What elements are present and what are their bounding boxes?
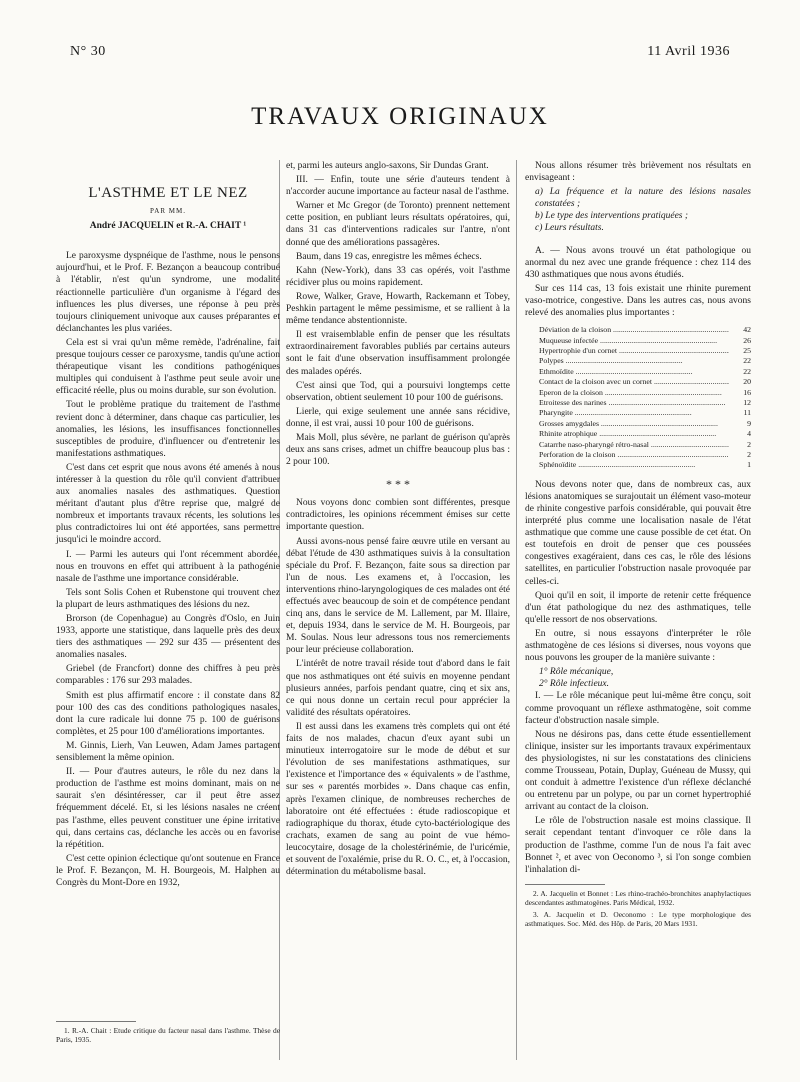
- lesion-count: 2: [747, 450, 751, 459]
- paragraph: C'est cette opinion éclectique qu'ont soutenue en France le Prof. F. Bezançon, M. H. Bourgeois, M. Halphen au Congrès du Mont-Dore en 1932,: [56, 853, 280, 888]
- paragraph: Cela est si vrai qu'un même remède, l'adrénaline, fait presque toujours cesser ce paroxysme, tandis qu'une action thérapeutique visant les conditions pathogéniques multiples qui conduisent à l'asthme peut seule avoir une efficacité réelle, plus ou moins durable, sur son évolution.: [56, 337, 280, 397]
- paragraph: Lierle, qui exige seulement une année sans récidive, donne, il est vrai, aussi 10 pour 100 de guérisons.: [286, 406, 510, 429]
- lesion-count: 20: [743, 377, 751, 387]
- paragraph: Smith est plus affirmatif encore : il constate dans 82 pour 100 des cas des conditions pathologiques nasales, dont la cure radicale lui donne 75 p. 100 de guérisons complètes, et 25 pour 100 d'améliorations importantes.: [56, 690, 280, 737]
- paragraph: Il est aussi dans les examens très complets qui ont été faits de nos malades, chacun d'eux ayant subi un minutieux interrogatoire sur le mode de début et sur l'évolution de ses manifestations asthmatiques, sur l'existence et l'importance des « équivalents » de l'asthme, sur ses « parentés morbides ». Dans chaque cas enfin, après l'examen clinique, de nombreuses recherches de laboratoire ont été effectuées : étude radioscopique et radiographique du thorax, étude cyto-bactériologique des crachats, examen de sang au point de vue hémo-leucocytaire, dosage de la cholestérinémie, de l'uricémie, et souvent de l'oxalémie, prise du R. O. C., et, à l'occasion, détermination du métabolisme basal.: [286, 721, 510, 878]
- paragraph: Nous allons résumer très brièvement nos résultats en envisageant :: [525, 161, 751, 184]
- section-separator: * * *: [386, 477, 410, 492]
- paragraph: Aussi avons-nous pensé faire œuvre utile en versant au débat l'étude de 430 asthmatiques suivis à la consultation spéciale du Prof. F. Bezançon, faite sous sa direction par l'un de nous. Les examens et, à l'occasion, les interventions rhino-laryngologiques de ces malades ont été effectués avec beaucoup de soin et de compétence pendant cinq ans, dans le service de M. Lallement, par M. Illaire, et, depuis 1934, dans le service de M. H. Bourgeois, par M. Soulas. Nous leur adressons tous nos remerciements pour leur précieuse collaboration.: [286, 536, 510, 656]
- lesion-count: 22: [743, 366, 751, 376]
- lesion-label: Grosses amygdales .....: [539, 419, 729, 429]
- table-row: [539, 460, 751, 470]
- paragraph: Kahn (New-York), dans 33 cas opérés, voit l'asthme récidiver plus ou moins rapidement.: [286, 265, 510, 288]
- table-row: [539, 356, 751, 366]
- paragraph: Nous devons noter que, dans de nombreux cas, aux lésions anatomiques se surajoutait un élément vaso-moteur de rhinite congestive parfois considérable, qui pouvait être interprété plus comme une localisation nasale de l'état asthmatique que comme une cause possible de cet état. On est toutefois en droit de penser que ces poussées congestives exagéraient, dans ces cas, le rôle des lésions satellites, en particulier l'obstruction nasale provoquée par celles-ci.: [525, 479, 751, 587]
- lesion-count: 11: [743, 408, 751, 418]
- article-title: L'ASTHME ET LE NEZ: [88, 185, 248, 201]
- lesion-label: Catarrhe naso-pharyngé rétro-nasal .....: [539, 440, 729, 450]
- paragraph: I. — Parmi les auteurs qui l'ont récemment abordée, nous en trouvons en effet qui attribuent à la pathogénie nasale de l'asthme une importance considérable.: [56, 549, 280, 584]
- paragraph: Tels sont Solis Cohen et Rubenstone qui trouvent chez la plupart de leurs asthmatiques des lésions du nez.: [56, 587, 280, 610]
- lesion-count: 2: [747, 439, 751, 449]
- paragraph: I. — Le rôle mécanique peut lui-même être conçu, soit comme provoquant un réflexe asthmatogène, soit comme facteur d'obstruction nasale simple.: [525, 691, 751, 726]
- lesion-count: 42: [743, 325, 751, 335]
- lesion-label: Muqueuse infectée .....: [539, 336, 729, 346]
- paragraph: Rowe, Walker, Grave, Howarth, Rackemann et Tobey, Peshkin partagent le même pessimisme, et se rallient à la même tendance abstentionniste.: [286, 291, 510, 327]
- issue-date: 11 Avril 1936: [647, 44, 730, 59]
- paragraph: Il est vraisemblable enfin de penser que les résultats extraordinairement favorables publiés par certains auteurs sont le fait d'une observation insuffisamment prolongée des malades opérés.: [286, 330, 510, 377]
- lesion-label: Sphénoïdite .....: [539, 460, 729, 470]
- lesion-label: Contact de la cloison avec un cornet .....: [539, 377, 729, 387]
- paragraph: Nous voyons donc combien sont différentes, presque contradictoires, les opinions récemment émises sur cette importante question.: [286, 498, 510, 533]
- lesion-label: Eperon de la cloison .....: [539, 388, 729, 398]
- lesion-count: 22: [743, 356, 751, 366]
- footnote: 1. R.-A. Chait : Etude critique du facteur nasal dans l'asthme. Thèse de Paris, 1935.: [56, 1026, 280, 1045]
- lesion-count: 25: [743, 345, 751, 355]
- paragraph: C'est dans cet esprit que nous avons été amenés à nous intéresser à la question du rôle qu'il convient d'attribuer aux anomalies nasales des asthmatiques. Question méritant d'autant plus d'être reprise que, malgré de nombreux et importants travaux récents, les solutions les plus contradictoires lui ont été apportées, sans permettre jusqu'ici le moindre accord.: [56, 462, 280, 546]
- paragraph: et, parmi les auteurs anglo-saxons, Sir Dundas Grant.: [286, 161, 489, 171]
- footnote-rule: [525, 884, 605, 885]
- paragraph: Brorson (de Copenhague) au Congrès d'Oslo, en Juin 1933, apporte une statistique, dans laquelle près des deux tiers des asthmatiques — 292 sur 435 — présentent des anomalies nasales.: [56, 614, 280, 661]
- table-row: [539, 336, 751, 346]
- lesion-count: 9: [747, 418, 751, 428]
- paragraph: L'intérêt de notre travail réside tout d'abord dans le fait que nos asthmatiques ont été suivis en moyenne pendant plusieurs années, parfois pendant quatre, cinq et six ans, ce qui nous donne un certain recul pour apprécier la validité des résultats opératoires.: [286, 659, 510, 718]
- table-row: [539, 450, 751, 460]
- enum-item: c) Leurs résultats.: [535, 223, 604, 234]
- paragraph: Quoi qu'il en soit, il importe de retenir cette fréquence d'un état pathologique du nez des asthmatiques, telle qu'elle ressort de nos observations.: [525, 590, 751, 625]
- lesion-count: 26: [743, 335, 751, 345]
- paragraph: Baum, dans 19 cas, enregistre les mêmes échecs.: [296, 251, 482, 262]
- enum-item: a) La fréquence et la nature des lésions nasales constatées ;: [535, 187, 751, 210]
- column-3: [525, 160, 751, 932]
- paragraph: M. Ginnis, Lierh, Van Leuwen, Adam James partagent sensiblement la même opinion.: [56, 740, 280, 764]
- paragraph: Le rôle de l'obstruction nasale est moins classique. Il serait cependant tentant d'invoquer ce rôle dans la production de l'asthme, comme l'un de nous l'a fait avec Bonnet ², et avec von Oeconomo ³, si l'on songe combien l'inhalation di-: [525, 816, 751, 875]
- table-row: [539, 398, 751, 408]
- lesion-label: Perforation de la cloison .....: [539, 450, 729, 460]
- table-row: [539, 346, 751, 356]
- lesion-label: Hypertrophie d'un cornet .....: [539, 346, 729, 356]
- footnote: 3. A. Jacquelin et D. Oeconomo : Le type morphologique des asthmatiques. Soc. Méd. des Hôp. de Paris, 20 Mars 1931.: [525, 910, 751, 929]
- table-row: [539, 377, 751, 387]
- paragraph: Warner et Mc Gregor (de Toronto) prennent nettement cette position, en publiant leurs résultats opératoires, qui, dans 31 cas d'interventions radicales sur l'antre, n'ont donné que des améliorations passagères.: [286, 201, 510, 248]
- column-2: [286, 160, 510, 880]
- column-1: [56, 160, 280, 1045]
- lesion-label: Déviation de la cloison .....: [539, 325, 729, 335]
- footnote-rule: [56, 1021, 136, 1022]
- paragraph: Nous ne désirons pas, dans cette étude essentiellement clinique, insister sur les importants travaux expérimentaux des physiologistes, ni sur les constatations des cliniciens comme Trousseau, Potain, Duplay, Guéneau de Mussy, qui ont conduit à admettre l'existence d'un réflexe déclanché ou entretenu par un polype, ou par un cornet hypertrophié arrivant au contact de la cloison.: [525, 729, 751, 813]
- lesion-count: 12: [743, 397, 751, 407]
- table-row: [539, 419, 751, 429]
- role-item: 1° Rôle mécanique,: [539, 667, 614, 678]
- lesion-label: Polypes .....: [539, 356, 729, 366]
- lesion-label: Ethmoïdite .....: [539, 367, 729, 377]
- role-item: 2° Rôle infectieux.: [539, 679, 610, 690]
- footnote-area: [525, 884, 751, 929]
- lesion-count: 4: [747, 429, 751, 439]
- table-row: [539, 388, 751, 398]
- footnote-area: [56, 1015, 280, 1047]
- paragraph: Mais Moll, plus sévère, ne parlant de guérison qu'après deux ans sans crises, admet un chiffre beaucoup plus bas : 2 pour 100.: [286, 432, 510, 468]
- footnote: 2. A. Jacquelin et Bonnet : Les rhino-trachéo-bronchites anaphylactiques descendantes asthmatogènes. Paris Médical, 1932.: [525, 888, 751, 908]
- table-row: [539, 325, 751, 335]
- lesion-label: Etroitesse des narines .....: [539, 398, 729, 408]
- paragraph: II. — Pour d'autres auteurs, le rôle du nez dans la production de l'asthme est moins dominant, mais on ne saurait s'en désintéresser, car il peut être assez fréquemment décelé. Et, si les lésions nasales ne créent pas l'asthme, elles peuvent constituer une épine irritative qui, dans certains cas, déclanche les accès ou en favorise la répétition.: [56, 767, 280, 850]
- paragraph: Tout le problème pratique du traitement de l'asthme revient donc à déterminer, dans chaque cas particulier, les anomalies, les lésions, les insuffisances fonctionnelles susceptibles de produire, d'influencer ou d'entretenir les manifestations asthmatiques.: [56, 400, 280, 459]
- lesion-label: Rhinite atrophique .....: [539, 429, 729, 439]
- enumeration: [529, 186, 751, 234]
- table-row: [539, 408, 751, 418]
- enum-item: b) Le type des interventions pratiquées ;: [535, 211, 689, 222]
- section-a-heading: A. — Nous avons trouvé un état pathologique ou anormal du nez avec une grande fréquence : chez 114 des 430 asthmatiques que nous avons étudiés.: [525, 245, 751, 280]
- paragraph: III. — Enfin, toute une série d'auteurs tendent à n'accorder aucune importance au facteur nasal de l'asthme.: [286, 175, 510, 198]
- lesions-table: [539, 325, 751, 471]
- paragraph: En outre, si nous essayons d'interpréter le rôle asthmatogène de ces lésions si diverses, nous voyons que nous pouvons les grouper de la manière suivante :: [525, 628, 751, 664]
- table-row: [539, 429, 751, 439]
- table-row: [539, 440, 751, 450]
- lesion-count: 16: [743, 387, 751, 397]
- paragraph: Sur ces 114 cas, 13 fois existait une rhinite purement vaso-motrice, congestive. Dans les autres cas, nous avons relevé des anomalies plus importantes :: [525, 283, 751, 319]
- paragraph: Le paroxysme dyspnéique de l'asthme, nous le pensons aujourd'hui, et le Prof. F. Bezançon a beaucoup contribué à l'établir, n'est qu'un syndrome, une modalité réactionnelle particulière d'un organisme à l'égard des influences les plus diverses, une réponse à peu près toujours cliniquement univoque aux causes préparantes et déclanchantes les plus variées.: [56, 251, 280, 334]
- lesion-count: 1: [747, 460, 751, 470]
- paragraph: Griebel (de Francfort) donne des chiffres à peu près comparables : 176 sur 293 malades.: [56, 664, 280, 687]
- section-title: TRAVAUX ORIGINAUX: [251, 103, 549, 130]
- article-par: PAR MM.: [150, 207, 186, 216]
- column-rule: [516, 160, 517, 1060]
- paragraph: C'est ainsi que Tod, qui a poursuivi longtemps cette observation, obtient seulement 10 pour 100 de guérisons.: [286, 380, 510, 403]
- lesion-label: Pharyngite .....: [539, 408, 729, 418]
- issue-number: N° 30: [70, 44, 106, 59]
- table-row: [539, 367, 751, 377]
- article-authors: André JACQUELIN et R.-A. CHAIT ¹: [89, 221, 247, 232]
